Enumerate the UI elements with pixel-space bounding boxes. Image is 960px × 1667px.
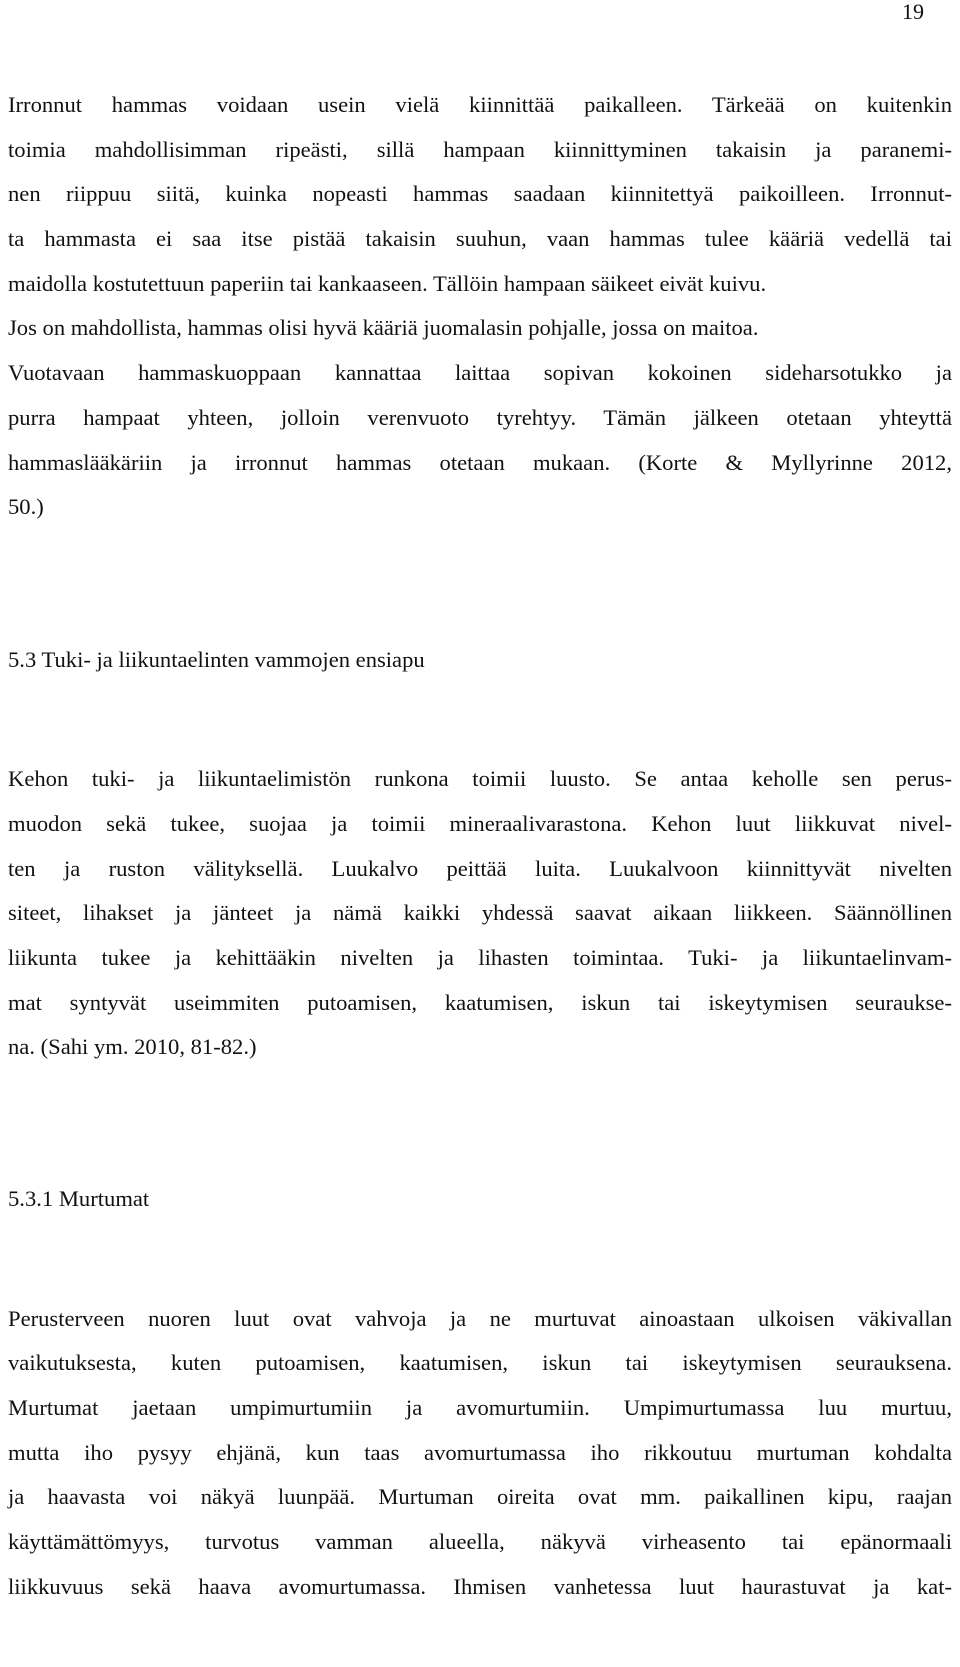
subsection-heading: 5.3.1 Murtumat (8, 1186, 150, 1211)
text-line: mutta iho pysyy ehjänä, kun taas avomurtumassa iho rikkoutuu murtuman kohdalta (8, 1440, 952, 1465)
text-line: Perusterveen nuoren luut ovat vahvoja ja ne murtuvat ainoastaan ulkoisen väkivallan (8, 1306, 952, 1331)
text-line: ta hammasta ei saa itse pistää takaisin suuhun, vaan hammas tulee kääriä vedellä tai (8, 226, 952, 251)
text-line: maidolla kostutettuun paperiin tai kankaaseen. Tällöin hampaan säikeet eivät kuivu. (8, 271, 767, 296)
text-line: käyttämättömyys, turvotus vamman alueella, näkyvä virheasento tai epänormaali (8, 1529, 952, 1554)
text-line: hammaslääkäriin ja irronnut hammas otetaan mukaan. (Korte & Myllyrinne 2012, (8, 450, 952, 475)
text-line: na. (Sahi ym. 2010, 81-82.) (8, 1034, 257, 1059)
text-line: ten ja ruston välityksellä. Luukalvo peittää luita. Luukalvoon kiinnittyvät nivelten (8, 856, 952, 881)
text-line: purra hampaat yhteen, jolloin verenvuoto tyrehtyy. Tämän jälkeen otetaan yhteyttä (8, 405, 952, 430)
text-line: 50.) (8, 494, 44, 519)
text-line: toimia mahdollisimman ripeästi, sillä hampaan kiinnittyminen takaisin ja paranemi- (8, 137, 952, 162)
text-line: vaikutuksesta, kuten putoamisen, kaatumisen, iskun tai iskeytymisen seurauksena. (8, 1350, 952, 1375)
text-line: muodon sekä tukee, suojaa ja toimii mineraalivarastona. Kehon luut liikkuvat nivel- (8, 811, 952, 836)
text-line: Kehon tuki- ja liikuntaelimistön runkona toimii luusto. Se antaa keholle sen perus- (8, 766, 952, 791)
text-line: ja haavasta voi näkyä luunpää. Murtuman oireita ovat mm. paikallinen kipu, raajan (8, 1484, 952, 1509)
text-line: Murtumat jaetaan umpimurtumiin ja avomurtumiin. Umpimurtumassa luu murtuu, (8, 1395, 952, 1420)
text-line: liikkuvuus sekä haava avomurtumassa. Ihmisen vanhetessa luut haurastuvat ja kat- (8, 1574, 952, 1599)
text-line: nen riippuu siitä, kuinka nopeasti hammas saadaan kiinnitettyä paikoilleen. Irronnut- (8, 181, 952, 206)
section-heading: 5.3 Tuki- ja liikuntaelinten vammojen ensiapu (8, 647, 425, 672)
text-line: siteet, lihakset ja jänteet ja nämä kaikki yhdessä saavat aikaan liikkeen. Säännöllinen (8, 900, 952, 925)
text-line: Irronnut hammas voidaan usein vielä kiinnittää paikalleen. Tärkeää on kuitenkin (8, 92, 952, 117)
text-line: liikunta tukee ja kehittääkin nivelten ja lihasten toimintaa. Tuki- ja liikuntaelinvam- (8, 945, 952, 970)
text-line: Jos on mahdollista, hammas olisi hyvä kääriä juomalasin pohjalle, jossa on maitoa. (8, 315, 759, 340)
text-line: mat syntyvät useimmiten putoamisen, kaatumisen, iskun tai iskeytymisen seurauksе- (8, 990, 952, 1015)
page-number: 19 (902, 0, 924, 24)
text-line: Vuotavaan hammaskuoppaan kannattaa laittaa sopivan kokoinen sideharsotukko ja (8, 360, 952, 385)
